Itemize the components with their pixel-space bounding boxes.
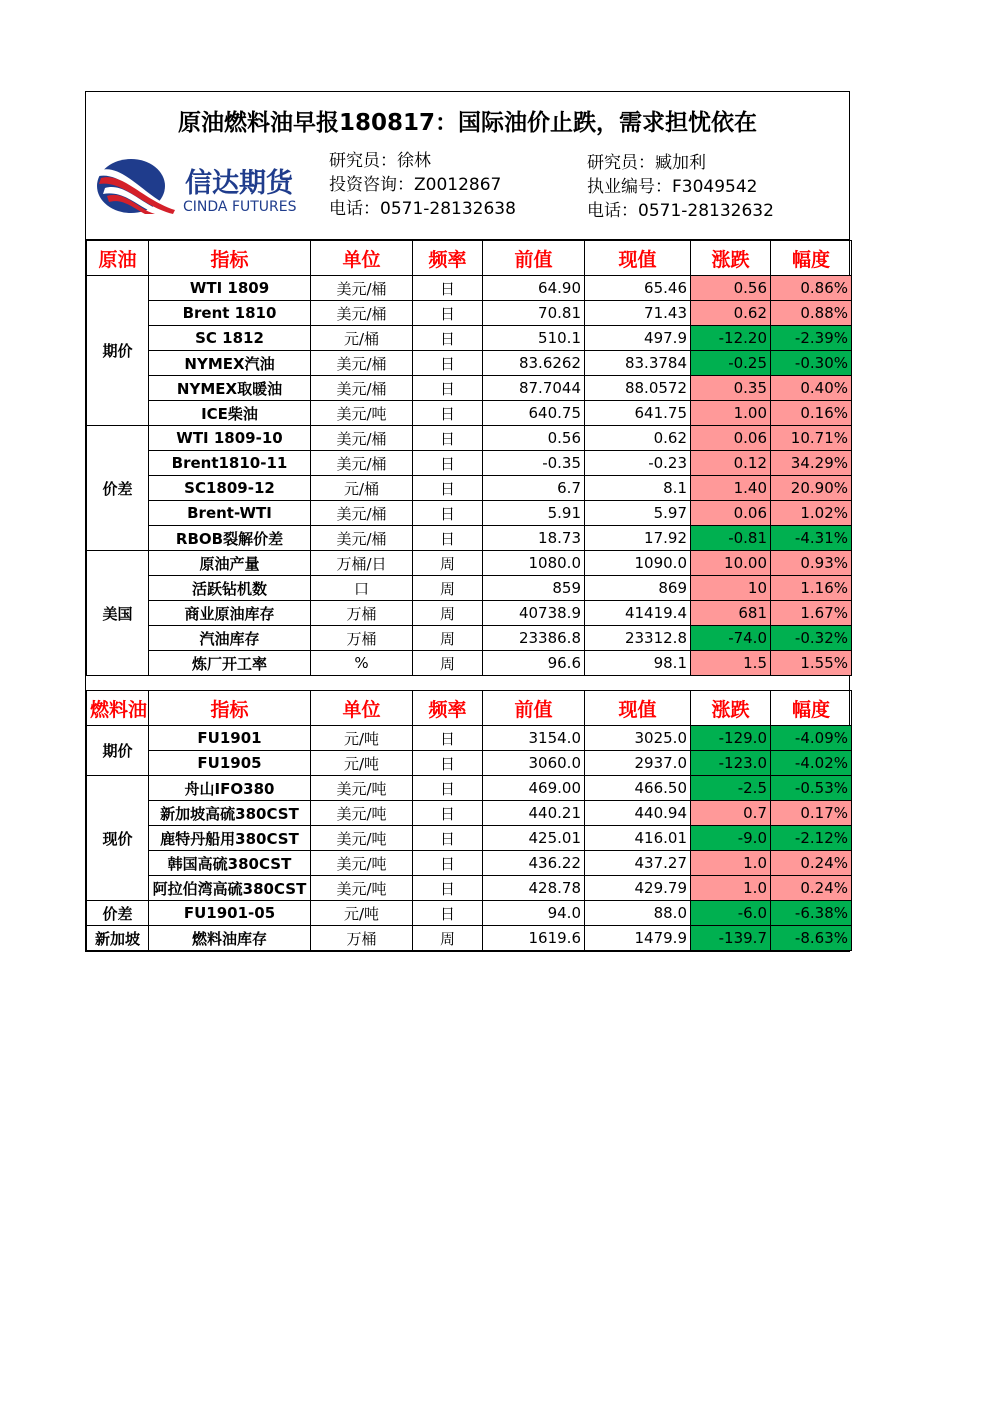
frequency-cell: 日 (413, 351, 483, 376)
unit-cell: 万桶 (311, 626, 413, 651)
change-percent-cell: 1.02% (771, 501, 852, 526)
cinda-logo (95, 156, 325, 216)
unit-cell: 口 (311, 576, 413, 601)
indicator-cell: SC1809-12 (149, 476, 311, 501)
table-row (87, 751, 852, 776)
column-header: 指标 (149, 241, 311, 276)
current-value-cell: 641.75 (585, 401, 691, 426)
indicator-cell: 阿拉伯湾高硫380CST (149, 876, 311, 901)
current-value-cell: 8.1 (585, 476, 691, 501)
current-value-cell: 88.0572 (585, 376, 691, 401)
previous-value-cell: 469.00 (483, 776, 585, 801)
table-row (87, 476, 852, 501)
unit-cell: 美元/桶 (311, 501, 413, 526)
column-header: 幅度 (771, 241, 852, 276)
column-header: 单位 (311, 241, 413, 276)
indicator-cell: 鹿特丹船用380CST (149, 826, 311, 851)
unit-cell: 元/吨 (311, 726, 413, 751)
change-percent-cell: -2.12% (771, 826, 852, 851)
change-percent-cell: -0.53% (771, 776, 852, 801)
analyst-phone: 电话：0571-28132638 (329, 199, 516, 219)
current-value-cell: 98.1 (585, 651, 691, 676)
change-percent-cell: 0.88% (771, 301, 852, 326)
previous-value-cell: 3060.0 (483, 751, 585, 776)
previous-value-cell: 6.7 (483, 476, 585, 501)
unit-cell: 美元/吨 (311, 851, 413, 876)
frequency-cell: 日 (413, 776, 483, 801)
frequency-cell: 周 (413, 926, 483, 951)
frequency-cell: 日 (413, 501, 483, 526)
table-row (87, 401, 852, 426)
current-value-cell: 0.62 (585, 426, 691, 451)
change-percent-cell: -0.30% (771, 351, 852, 376)
table-row (87, 301, 852, 326)
change-cell: 1.5 (691, 651, 771, 676)
previous-value-cell: 510.1 (483, 326, 585, 351)
previous-value-cell: 1619.6 (483, 926, 585, 951)
unit-cell: 美元/桶 (311, 426, 413, 451)
table-row (87, 526, 852, 551)
change-cell: -129.0 (691, 726, 771, 751)
previous-value-cell: 428.78 (483, 876, 585, 901)
unit-cell: 美元/桶 (311, 451, 413, 476)
unit-cell: 美元/桶 (311, 276, 413, 301)
current-value-cell: 2937.0 (585, 751, 691, 776)
unit-cell: 元/桶 (311, 476, 413, 501)
frequency-cell: 日 (413, 401, 483, 426)
previous-value-cell: 1080.0 (483, 551, 585, 576)
frequency-cell: 日 (413, 801, 483, 826)
indicator-cell: 汽油库存 (149, 626, 311, 651)
change-cell: 0.06 (691, 501, 771, 526)
indicator-cell: Brent-WTI (149, 501, 311, 526)
crude-header-row (87, 241, 852, 276)
column-header: 频率 (413, 691, 483, 726)
frequency-cell: 日 (413, 276, 483, 301)
change-cell: -6.0 (691, 901, 771, 926)
previous-value-cell: 40738.9 (483, 601, 585, 626)
frequency-cell: 周 (413, 576, 483, 601)
table-row (87, 726, 852, 751)
table-row (87, 826, 852, 851)
fuel-header-row (87, 691, 852, 726)
change-percent-cell: 0.93% (771, 551, 852, 576)
data-table (86, 240, 852, 951)
previous-value-cell: 440.21 (483, 801, 585, 826)
current-value-cell: 869 (585, 576, 691, 601)
current-value-cell: 440.94 (585, 801, 691, 826)
change-cell: 1.40 (691, 476, 771, 501)
change-cell: -74.0 (691, 626, 771, 651)
previous-value-cell: 3154.0 (483, 726, 585, 751)
table-row (87, 326, 852, 351)
frequency-cell: 日 (413, 876, 483, 901)
change-cell: -123.0 (691, 751, 771, 776)
table-row (87, 851, 852, 876)
change-percent-cell: 1.16% (771, 576, 852, 601)
change-cell: 0.56 (691, 276, 771, 301)
current-value-cell: 416.01 (585, 826, 691, 851)
unit-cell: 万桶/日 (311, 551, 413, 576)
change-percent-cell: -8.63% (771, 926, 852, 951)
unit-cell: 万桶 (311, 926, 413, 951)
unit-cell: 美元/吨 (311, 401, 413, 426)
indicator-cell: RBOB裂解价差 (149, 526, 311, 551)
table-row (87, 876, 852, 901)
table-row (87, 451, 852, 476)
change-percent-cell: 0.16% (771, 401, 852, 426)
previous-value-cell: 18.73 (483, 526, 585, 551)
previous-value-cell: 5.91 (483, 501, 585, 526)
frequency-cell: 日 (413, 526, 483, 551)
column-header: 涨跌 (691, 691, 771, 726)
report-title: 原油燃料油早报180817：国际油价止跌，需求担忧依在 (177, 110, 758, 136)
unit-cell: % (311, 651, 413, 676)
unit-cell: 美元/桶 (311, 301, 413, 326)
table-row (87, 801, 852, 826)
table-row (87, 551, 852, 576)
group-label: 美国 (87, 551, 149, 676)
change-cell: 1.0 (691, 876, 771, 901)
table-row (87, 651, 852, 676)
indicator-cell: 燃料油库存 (149, 926, 311, 951)
change-percent-cell: 1.55% (771, 651, 852, 676)
change-percent-cell: 10.71% (771, 426, 852, 451)
table-row (87, 376, 852, 401)
change-cell: 0.06 (691, 426, 771, 451)
frequency-cell: 周 (413, 626, 483, 651)
indicator-cell: WTI 1809-10 (149, 426, 311, 451)
table-row (87, 601, 852, 626)
frequency-cell: 周 (413, 551, 483, 576)
column-header: 指标 (149, 691, 311, 726)
current-value-cell: 437.27 (585, 851, 691, 876)
unit-cell: 美元/桶 (311, 351, 413, 376)
current-value-cell: -0.23 (585, 451, 691, 476)
analyst-name: 研究员：徐林 (329, 151, 431, 171)
current-value-cell: 429.79 (585, 876, 691, 901)
change-percent-cell: 0.24% (771, 876, 852, 901)
change-cell: 681 (691, 601, 771, 626)
current-value-cell: 497.9 (585, 326, 691, 351)
change-cell: 0.62 (691, 301, 771, 326)
previous-value-cell: 425.01 (483, 826, 585, 851)
frequency-cell: 周 (413, 601, 483, 626)
group-label: 期价 (87, 276, 149, 426)
analyst-license: 投资咨询：Z0012867 (329, 175, 502, 195)
current-value-cell: 1090.0 (585, 551, 691, 576)
indicator-cell: FU1901 (149, 726, 311, 751)
group-label: 现价 (87, 776, 149, 901)
column-header: 频率 (413, 241, 483, 276)
logo-en: CINDA FUTURES (183, 199, 297, 215)
indicator-cell: 新加坡高硫380CST (149, 801, 311, 826)
column-header: 原油 (87, 241, 149, 276)
report-sheet (85, 91, 850, 952)
frequency-cell: 日 (413, 826, 483, 851)
indicator-cell: 原油产量 (149, 551, 311, 576)
table-row (87, 426, 852, 451)
previous-value-cell: 436.22 (483, 851, 585, 876)
indicator-cell: WTI 1809 (149, 276, 311, 301)
table-row (87, 901, 852, 926)
indicator-cell: 炼厂开工率 (149, 651, 311, 676)
indicator-cell: NYMEX取暖油 (149, 376, 311, 401)
previous-value-cell: 23386.8 (483, 626, 585, 651)
change-cell: 1.00 (691, 401, 771, 426)
group-label: 价差 (87, 426, 149, 551)
unit-cell: 元/吨 (311, 751, 413, 776)
table-row (87, 351, 852, 376)
current-value-cell: 88.0 (585, 901, 691, 926)
change-cell: -12.20 (691, 326, 771, 351)
change-percent-cell: 0.40% (771, 376, 852, 401)
column-header: 前值 (483, 241, 585, 276)
frequency-cell: 日 (413, 751, 483, 776)
unit-cell: 美元/桶 (311, 376, 413, 401)
change-cell: -139.7 (691, 926, 771, 951)
group-label: 价差 (87, 901, 149, 926)
change-cell: -2.5 (691, 776, 771, 801)
group-label: 新加坡 (87, 926, 149, 951)
change-percent-cell: -2.39% (771, 326, 852, 351)
frequency-cell: 周 (413, 651, 483, 676)
current-value-cell: 17.92 (585, 526, 691, 551)
column-header: 涨跌 (691, 241, 771, 276)
column-header: 前值 (483, 691, 585, 726)
indicator-cell: 舟山IFO380 (149, 776, 311, 801)
frequency-cell: 日 (413, 726, 483, 751)
report-header (86, 92, 849, 240)
current-value-cell: 3025.0 (585, 726, 691, 751)
indicator-cell: NYMEX汽油 (149, 351, 311, 376)
unit-cell: 美元/吨 (311, 826, 413, 851)
indicator-cell: SC 1812 (149, 326, 311, 351)
previous-value-cell: 70.81 (483, 301, 585, 326)
table-row (87, 926, 852, 951)
table-body (87, 241, 852, 951)
analyst-phone: 电话：0571-28132632 (587, 201, 774, 221)
spacer-cell (87, 676, 852, 691)
analyst-info-right (587, 151, 774, 223)
previous-value-cell: 859 (483, 576, 585, 601)
unit-cell: 美元/吨 (311, 801, 413, 826)
change-cell: -0.25 (691, 351, 771, 376)
unit-cell: 美元/桶 (311, 526, 413, 551)
change-percent-cell: 34.29% (771, 451, 852, 476)
change-cell: 0.12 (691, 451, 771, 476)
indicator-cell: FU1905 (149, 751, 311, 776)
previous-value-cell: -0.35 (483, 451, 585, 476)
indicator-cell: ICE柴油 (149, 401, 311, 426)
indicator-cell: 韩国高硫380CST (149, 851, 311, 876)
current-value-cell: 466.50 (585, 776, 691, 801)
change-cell: 10.00 (691, 551, 771, 576)
indicator-cell: FU1901-05 (149, 901, 311, 926)
current-value-cell: 65.46 (585, 276, 691, 301)
frequency-cell: 日 (413, 901, 483, 926)
unit-cell: 万桶 (311, 601, 413, 626)
unit-cell: 美元/吨 (311, 776, 413, 801)
logo-cn: 信达期货 (185, 168, 293, 199)
previous-value-cell: 83.6262 (483, 351, 585, 376)
analyst-license: 执业编号：F3049542 (587, 177, 758, 197)
previous-value-cell: 87.7044 (483, 376, 585, 401)
analyst-info-left (329, 149, 516, 221)
frequency-cell: 日 (413, 426, 483, 451)
table-row (87, 576, 852, 601)
change-percent-cell: 20.90% (771, 476, 852, 501)
table-row (87, 776, 852, 801)
change-percent-cell: 1.67% (771, 601, 852, 626)
section-spacer (87, 676, 852, 691)
current-value-cell: 1479.9 (585, 926, 691, 951)
change-percent-cell: 0.17% (771, 801, 852, 826)
indicator-cell: Brent 1810 (149, 301, 311, 326)
change-percent-cell: 0.24% (771, 851, 852, 876)
current-value-cell: 83.3784 (585, 351, 691, 376)
current-value-cell: 41419.4 (585, 601, 691, 626)
current-value-cell: 71.43 (585, 301, 691, 326)
frequency-cell: 日 (413, 451, 483, 476)
previous-value-cell: 0.56 (483, 426, 585, 451)
change-percent-cell: -4.02% (771, 751, 852, 776)
unit-cell: 美元/吨 (311, 876, 413, 901)
unit-cell: 元/吨 (311, 901, 413, 926)
column-header: 现值 (585, 241, 691, 276)
table-row (87, 501, 852, 526)
unit-cell: 元/桶 (311, 326, 413, 351)
column-header: 现值 (585, 691, 691, 726)
frequency-cell: 日 (413, 851, 483, 876)
table-row (87, 276, 852, 301)
previous-value-cell: 640.75 (483, 401, 585, 426)
group-label: 期价 (87, 726, 149, 776)
change-percent-cell: -0.32% (771, 626, 852, 651)
analyst-name: 研究员：臧加利 (587, 153, 706, 173)
change-percent-cell: -6.38% (771, 901, 852, 926)
frequency-cell: 日 (413, 326, 483, 351)
change-percent-cell: 0.86% (771, 276, 852, 301)
indicator-cell: Brent1810-11 (149, 451, 311, 476)
change-cell: -9.0 (691, 826, 771, 851)
change-cell: 10 (691, 576, 771, 601)
change-cell: 0.7 (691, 801, 771, 826)
indicator-cell: 活跃钻机数 (149, 576, 311, 601)
column-header: 幅度 (771, 691, 852, 726)
change-cell: 1.0 (691, 851, 771, 876)
frequency-cell: 日 (413, 376, 483, 401)
previous-value-cell: 94.0 (483, 901, 585, 926)
change-percent-cell: -4.31% (771, 526, 852, 551)
previous-value-cell: 64.90 (483, 276, 585, 301)
change-percent-cell: -4.09% (771, 726, 852, 751)
column-header: 燃料油 (87, 691, 149, 726)
frequency-cell: 日 (413, 476, 483, 501)
indicator-cell: 商业原油库存 (149, 601, 311, 626)
table-row (87, 626, 852, 651)
current-value-cell: 23312.8 (585, 626, 691, 651)
column-header: 单位 (311, 691, 413, 726)
change-cell: 0.35 (691, 376, 771, 401)
frequency-cell: 日 (413, 301, 483, 326)
previous-value-cell: 96.6 (483, 651, 585, 676)
change-cell: -0.81 (691, 526, 771, 551)
current-value-cell: 5.97 (585, 501, 691, 526)
